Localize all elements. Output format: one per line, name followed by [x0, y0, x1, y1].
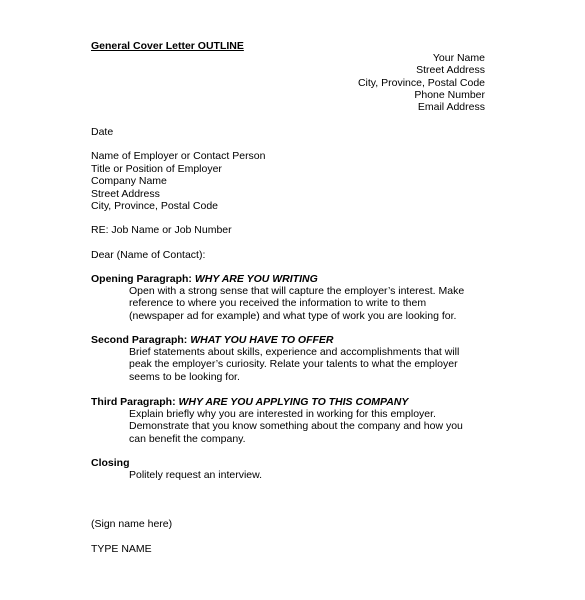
- employer-name: Name of Employer or Contact Person: [91, 150, 266, 162]
- paragraph-line: Politely request an interview.: [129, 469, 263, 481]
- third-heading: [91, 396, 408, 409]
- paragraph-line: Demonstrate that you know something about the company and how you: [129, 420, 463, 433]
- sender-address-block: [358, 52, 485, 113]
- paragraph-line: can benefit the company.: [129, 432, 246, 445]
- paragraph-line: seems to be looking for.: [129, 370, 240, 383]
- third-paragraph: [129, 408, 463, 445]
- opening-heading-emphasis: WHY ARE YOU WRITING: [194, 273, 318, 285]
- opening-heading-label: Opening Paragraph:: [91, 273, 195, 285]
- third-heading-emphasis: WHY ARE YOU APPLYING TO THIS COMPANY: [178, 396, 409, 408]
- salutation: Dear (Name of Contact):: [91, 249, 206, 261]
- employer-address-block: [91, 150, 266, 213]
- employer-company: Company Name: [91, 175, 167, 187]
- second-heading-label: Second Paragraph:: [91, 334, 191, 346]
- closing-paragraph: [129, 469, 262, 481]
- second-paragraph: [129, 346, 459, 383]
- document-title: General Cover Letter OUTLINE: [91, 40, 244, 52]
- closing-heading-label: Closing: [91, 457, 130, 469]
- re-line: RE: Job Name or Job Number: [91, 224, 232, 236]
- sender-email: Email Address: [417, 101, 485, 114]
- type-name-line: TYPE NAME: [91, 543, 152, 555]
- employer-title: Title or Position of Employer: [91, 162, 222, 175]
- paragraph-line: peak the employer’s curiosity. Relate your talents to what the employer: [129, 358, 458, 371]
- date-line: Date: [91, 126, 114, 138]
- sender-street: Street Address: [416, 64, 485, 77]
- sender-city: City, Province, Postal Code: [357, 76, 485, 89]
- paragraph-line: (newspaper ad for example) and what type of work you are looking for.: [129, 309, 457, 322]
- signature-line: (Sign name here): [91, 518, 173, 530]
- paragraph-line: Brief statements about skills, experience and accomplishments that will: [129, 346, 460, 358]
- employer-street: Street Address: [91, 187, 160, 200]
- paragraph-line: reference to where you received the information to write to them: [129, 297, 427, 310]
- closing-heading: [91, 457, 130, 470]
- paragraph-line: Open with a strong sense that will capture the employer’s interest. Make: [129, 285, 465, 297]
- employer-city: City, Province, Postal Code: [91, 200, 219, 212]
- second-heading: [91, 334, 334, 347]
- paragraph-line: Explain briefly why you are interested in working for this employer.: [129, 408, 436, 420]
- opening-paragraph: [129, 285, 464, 322]
- sender-phone: Phone Number: [414, 88, 485, 101]
- second-heading-emphasis: WHAT YOU HAVE TO OFFER: [190, 334, 334, 346]
- opening-heading: [91, 273, 318, 286]
- third-heading-label: Third Paragraph:: [91, 396, 179, 408]
- sender-name: Your Name: [432, 52, 485, 64]
